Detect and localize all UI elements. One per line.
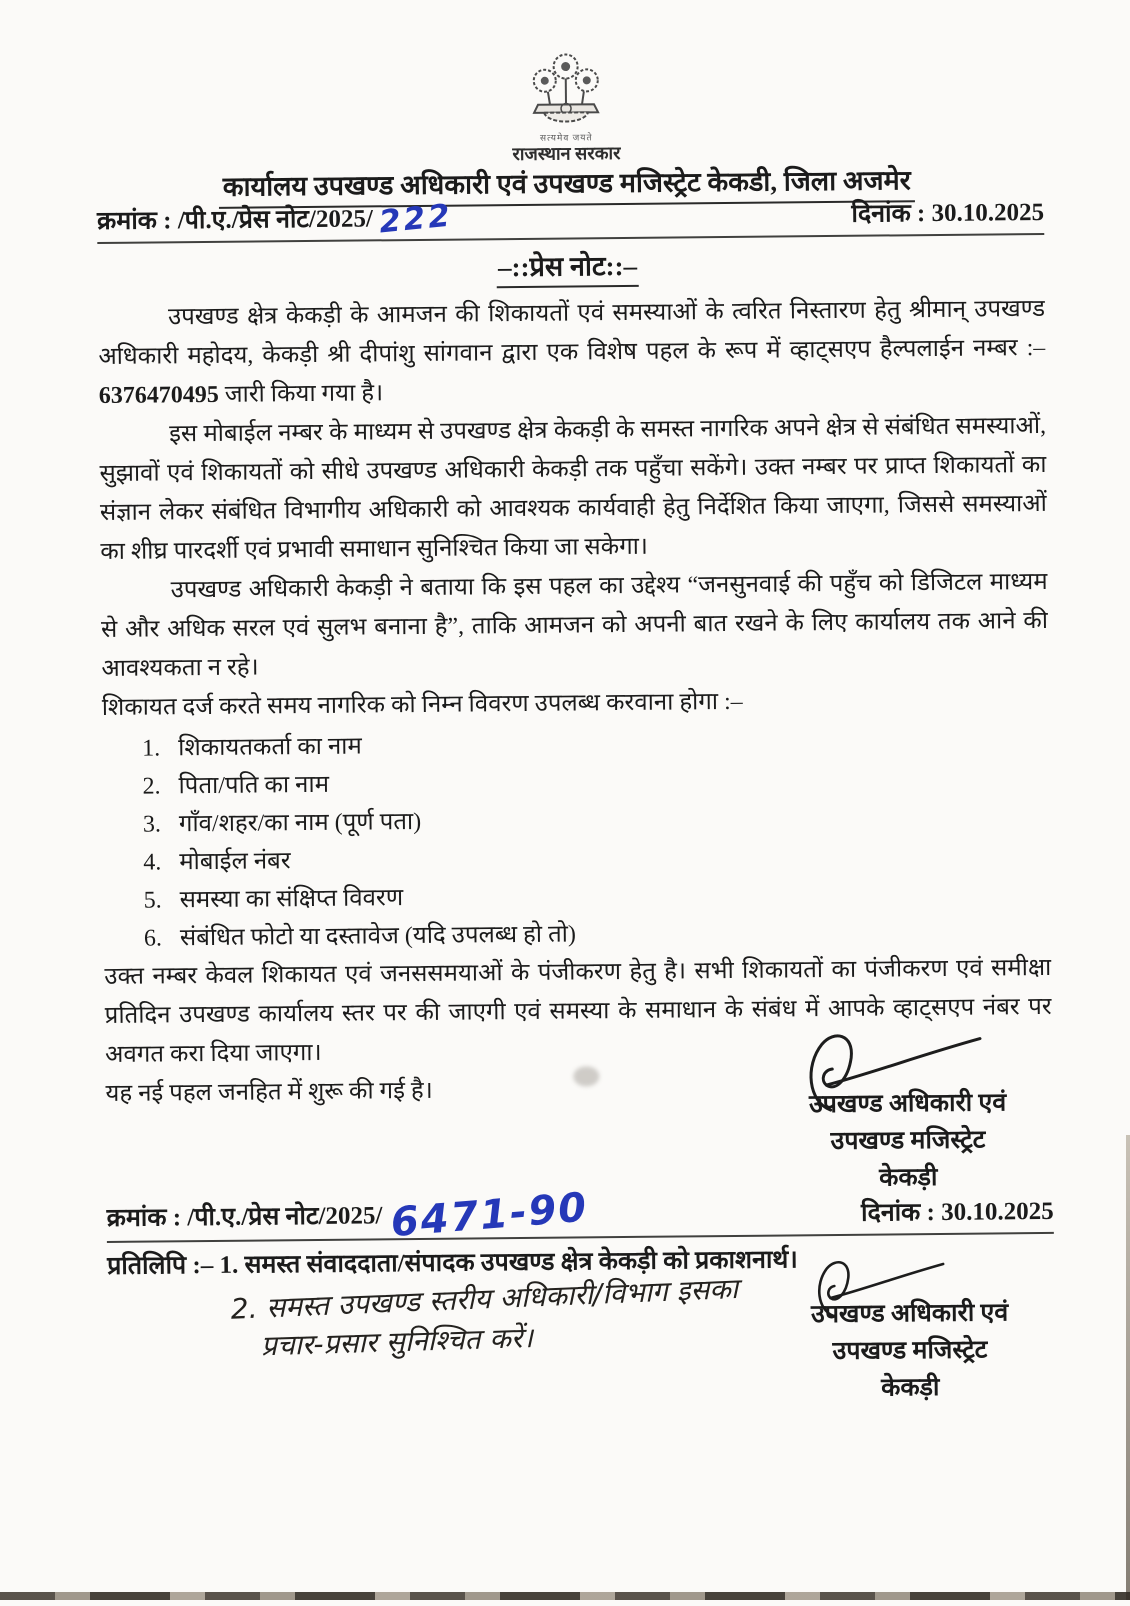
office-title-text: कार्यालय उपखण्ड अधिकारी एवं उपखण्ड मजिस्ट्रेट केकडी, जिला अजमेर: [219, 160, 915, 209]
list-item-number: 5.: [143, 881, 179, 919]
press-note-title: [2, 241, 1130, 293]
copy-item-2-handwritten-line-2: प्रचार-प्रसार सुनिश्चित करें।: [260, 1318, 533, 1364]
reference-row-bottom: [106, 1181, 1053, 1243]
signatory-line-2: उपखण्ड मजिस्ट्रेट: [773, 1121, 1043, 1161]
government-name: राजस्थान सरकार: [1, 137, 1130, 170]
list-item-text: गाँव/शहर/का नाम (पूर्ण पता): [179, 803, 422, 843]
ashoka-emblem-icon: [517, 46, 614, 133]
paragraph-1: [98, 290, 1046, 416]
list-item-number: 1.: [142, 729, 178, 767]
reference-row-top: [97, 192, 1044, 244]
list-item-number: 3.: [143, 805, 179, 843]
paragraph-1-tail: जारी किया गया है।: [219, 380, 384, 408]
list-intro: शिकायत दर्ज करते समय नागरिक को निम्न विवरण उपलब्ध करवाना होगा :–: [102, 680, 1049, 728]
ref-number-bottom: [106, 1185, 580, 1236]
list-item-number: 6.: [144, 919, 180, 957]
required-details-list: [102, 721, 1051, 958]
copy-label: प्रतिलिपि :–: [107, 1252, 213, 1280]
closing-line: यह नई पहल जनहित में शुरू की गई है।: [105, 1066, 1052, 1114]
ref-number-handwritten: 6471-90: [389, 1185, 590, 1247]
scan-smudge: [573, 1066, 599, 1086]
list-item-text: शिकायतकर्ता का नाम: [178, 728, 362, 768]
press-note-title-text: –::प्रेस नोट::–: [496, 246, 639, 288]
copy-item-1: 1. समस्त संवाददाता/संपादक उपखण्ड क्षेत्र केकड़ी को प्रकाशनार्थ।: [219, 1246, 798, 1279]
signatory-line-1: उपखण्ड अधिकारी एवं: [772, 1084, 1042, 1124]
ref-number-handwritten: 222: [377, 198, 454, 241]
paragraph-1-text: उपखण्ड क्षेत्र केकड़ी के आमजन की शिकायतों एवं समस्याओं के त्वरित निस्तारण हेतु श्रीमान् उपखण्ड अधिकारी महोदय, केकड़ी श्री दीपांशु सांगवान द्वारा एक विशेष पहल के रूप में व्हाट्सएप हैल्पलाईन नम्बर :–: [98, 296, 1045, 370]
ref-number-label: क्रमांक : /पी.ए./प्रेस नोट/2025/: [97, 205, 373, 235]
body-text: [98, 290, 1053, 1184]
emblem-motto: सत्यमेव जयते: [1, 127, 1130, 148]
list-item-number: 2.: [142, 767, 178, 805]
list-item-text: संबंधित फोटो या दस्तावेज (यदि उपलब्ध हो तो): [180, 915, 576, 957]
scan-edge-right: [1126, 1135, 1130, 1600]
paragraph-3: उपखण्ड अधिकारी केकड़ी ने बताया कि इस पहल का उद्देश्य “जनसुनवाई की पहुँच को डिजिटल माध्यम से और अधिक सरल एवं सुलभ बनाना है”, ताकि आमजन को अपनी बात रखने के लिए कार्यालय तक आने की आवश्यकता न रहे।: [100, 563, 1048, 689]
copy-item-2-handwritten-line-1: 2. समस्त उपखण्ड स्तरीय अधिकारी/विभाग इसका: [230, 1269, 739, 1328]
paragraph-2: इस मोबाईल नम्बर के माध्यम से उपखण्ड क्षेत्र केकड़ी के समस्त नागरिक अपने क्षेत्र से संबंधित समस्याओं, सुझावों एवं शिकायतों को सीधे उपखण्ड अधिकारी केकड़ी तक पहुँचा सकेंगे। उक्त नम्बर पर प्राप्त शिकायतों का संज्ञान लेकर संबंधित विभागीय अधिकारी को आवश्यक कार्यवाही हेतु निर्देशित किया जाएगा, जिससे समस्याओं का शीघ्र पारदर्शी एवं प्रभावी समाधान सुनिश्चित किया जा सकेगा।: [99, 407, 1047, 572]
ref-number-top: [97, 198, 447, 237]
date-bottom: दिनांक : 30.10.2025: [861, 1193, 1054, 1229]
date-top: दिनांक : 30.10.2025: [851, 194, 1044, 230]
signatory-line-2: उपखण्ड मजिस्ट्रेट: [775, 1331, 1045, 1371]
helpline-number: 6376470495: [99, 382, 219, 409]
signature-block-bottom: [774, 1294, 1045, 1408]
list-item-text: समस्या का संक्षिप्त विवरण: [179, 879, 403, 919]
emblem-block: [0, 41, 1130, 170]
signatory-line-1: उपखण्ड अधिकारी एवं: [774, 1294, 1044, 1334]
list-item-text: मोबाईल नंबर: [179, 842, 291, 881]
list-item-number: 4.: [143, 843, 179, 881]
paragraph-4: उक्त नम्बर केवल शिकायत एवं जनससमयाओं के पंजीकरण हेतु है। सभी शिकायतों का पंजीकरण एवं समीक्षा प्रतिदिन उपखण्ड कार्यालय स्तर पर की जाएगी एवं समस्या के समाधान के संबंध में आपके व्हाट्सएप नंबर पर अवगत करा दिया जाएगा।: [104, 949, 1052, 1075]
scan-edge-bottom: [0, 1592, 1130, 1600]
list-item-text: पिता/पति का नाम: [178, 766, 329, 805]
signatory-line-3: केकड़ी: [775, 1368, 1045, 1408]
signatory-line-3: केकड़ी: [773, 1158, 1043, 1198]
ref-number-label: क्रमांक : /पी.ए./प्रेस नोट/2025/: [107, 1202, 383, 1232]
